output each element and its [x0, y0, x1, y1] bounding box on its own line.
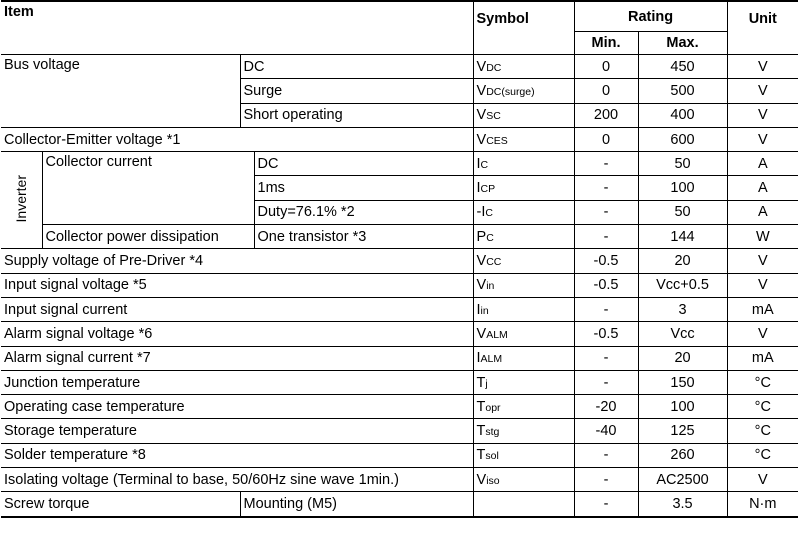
min-cell: 0 [574, 127, 638, 151]
item-cell: Isolating voltage (Terminal to base, 50/60Hz sine wave 1min.) [1, 468, 473, 492]
min-cell: - [574, 200, 638, 224]
unit-cell: mA [727, 346, 798, 370]
table-row [1, 152, 798, 176]
symbol-cell: VSC [473, 103, 574, 127]
unit-cell: A [727, 152, 798, 176]
min-cell: -20 [574, 395, 638, 419]
table-row [1, 443, 798, 467]
inverter-group-label: Inverter [1, 152, 42, 249]
max-cell: 50 [638, 200, 727, 224]
min-cell: - [574, 443, 638, 467]
max-cell: 144 [638, 225, 727, 249]
condition-cell: 1ms [254, 176, 473, 200]
min-cell: - [574, 152, 638, 176]
unit-cell: A [727, 200, 798, 224]
min-cell: - [574, 370, 638, 394]
max-cell: 20 [638, 346, 727, 370]
min-cell: -40 [574, 419, 638, 443]
symbol-cell: PC [473, 225, 574, 249]
table-row [1, 492, 798, 517]
min-cell: -0.5 [574, 273, 638, 297]
unit-cell: V [727, 273, 798, 297]
item-cell: Storage temperature [1, 419, 473, 443]
header-min: Min. [574, 32, 638, 55]
header-row [1, 1, 798, 32]
max-cell: 450 [638, 55, 727, 79]
symbol-cell: Tstg [473, 419, 574, 443]
unit-cell: N·m [727, 492, 798, 517]
header-rating: Rating [574, 1, 727, 32]
symbol-cell: Viso [473, 468, 574, 492]
min-cell: - [574, 468, 638, 492]
item-cell: Operating case temperature [1, 395, 473, 419]
symbol-cell: Topr [473, 395, 574, 419]
item-cell: Input signal voltage *5 [1, 273, 473, 297]
max-cell: 400 [638, 103, 727, 127]
symbol-cell: Iin [473, 297, 574, 321]
unit-cell: V [727, 55, 798, 79]
unit-cell: V [727, 127, 798, 151]
condition-cell: Duty=76.1% *2 [254, 200, 473, 224]
condition-cell: Mounting (M5) [240, 492, 473, 517]
condition-cell: DC [254, 152, 473, 176]
unit-cell: V [727, 322, 798, 346]
symbol-cell: IC [473, 152, 574, 176]
table-row [1, 322, 798, 346]
table-row [1, 225, 798, 249]
unit-cell: °C [727, 370, 798, 394]
unit-cell: °C [727, 443, 798, 467]
max-cell: AC2500 [638, 468, 727, 492]
min-cell: 200 [574, 103, 638, 127]
table-row [1, 273, 798, 297]
table-row [1, 395, 798, 419]
max-cell: 260 [638, 443, 727, 467]
min-cell: 0 [574, 55, 638, 79]
table-row [1, 55, 798, 79]
min-cell: - [574, 225, 638, 249]
symbol-cell: ICP [473, 176, 574, 200]
symbol-cell: Vin [473, 273, 574, 297]
table-row [1, 370, 798, 394]
max-cell: 100 [638, 176, 727, 200]
max-cell: 50 [638, 152, 727, 176]
max-cell: Vcc+0.5 [638, 273, 727, 297]
min-cell: 0 [574, 79, 638, 103]
item-cell: Collector current [42, 152, 254, 225]
symbol-cell: VALM [473, 322, 574, 346]
header-symbol: Symbol [473, 1, 574, 55]
item-cell: Collector-Emitter voltage *1 [1, 127, 473, 151]
max-cell: 3 [638, 297, 727, 321]
symbol-cell: VDC [473, 55, 574, 79]
unit-cell: A [727, 176, 798, 200]
table-row [1, 127, 798, 151]
table-row [1, 419, 798, 443]
item-cell: Supply voltage of Pre-Driver *4 [1, 249, 473, 273]
min-cell: - [574, 346, 638, 370]
min-cell: - [574, 297, 638, 321]
max-cell: 20 [638, 249, 727, 273]
condition-cell: Surge [240, 79, 473, 103]
item-cell: Screw torque [1, 492, 240, 517]
table-row [1, 297, 798, 321]
item-cell: Input signal current [1, 297, 473, 321]
max-cell: 100 [638, 395, 727, 419]
table-row [1, 249, 798, 273]
unit-cell: V [727, 103, 798, 127]
symbol-cell: Tsol [473, 443, 574, 467]
header-item: Item [1, 1, 473, 55]
item-cell: Solder temperature *8 [1, 443, 473, 467]
condition-cell: One transistor *3 [254, 225, 473, 249]
unit-cell: V [727, 79, 798, 103]
max-cell: 125 [638, 419, 727, 443]
unit-cell: V [727, 468, 798, 492]
symbol-cell: Tj [473, 370, 574, 394]
condition-cell: DC [240, 55, 473, 79]
symbol-cell: VCC [473, 249, 574, 273]
unit-cell: W [727, 225, 798, 249]
item-cell: Alarm signal current *7 [1, 346, 473, 370]
symbol-cell: IALM [473, 346, 574, 370]
table-row [1, 468, 798, 492]
max-cell: 150 [638, 370, 727, 394]
max-cell: 3.5 [638, 492, 727, 517]
symbol-cell: VDC(surge) [473, 79, 574, 103]
max-cell: 600 [638, 127, 727, 151]
min-cell: -0.5 [574, 249, 638, 273]
table-row [1, 346, 798, 370]
header-max: Max. [638, 32, 727, 55]
unit-cell: V [727, 249, 798, 273]
item-cell: Alarm signal voltage *6 [1, 322, 473, 346]
min-cell: - [574, 176, 638, 200]
unit-cell: mA [727, 297, 798, 321]
condition-cell: Short operating [240, 103, 473, 127]
item-cell: Junction temperature [1, 370, 473, 394]
max-cell: 500 [638, 79, 727, 103]
header-unit: Unit [727, 1, 798, 55]
symbol-cell: VCES [473, 127, 574, 151]
min-cell: - [574, 492, 638, 517]
symbol-cell: -IC [473, 200, 574, 224]
min-cell: -0.5 [574, 322, 638, 346]
item-cell: Bus voltage [1, 55, 240, 128]
item-cell: Collector power dissipation [42, 225, 254, 249]
unit-cell: °C [727, 395, 798, 419]
max-cell: Vcc [638, 322, 727, 346]
symbol-cell [473, 492, 574, 517]
absolute-max-ratings-table [1, 0, 798, 518]
unit-cell: °C [727, 419, 798, 443]
